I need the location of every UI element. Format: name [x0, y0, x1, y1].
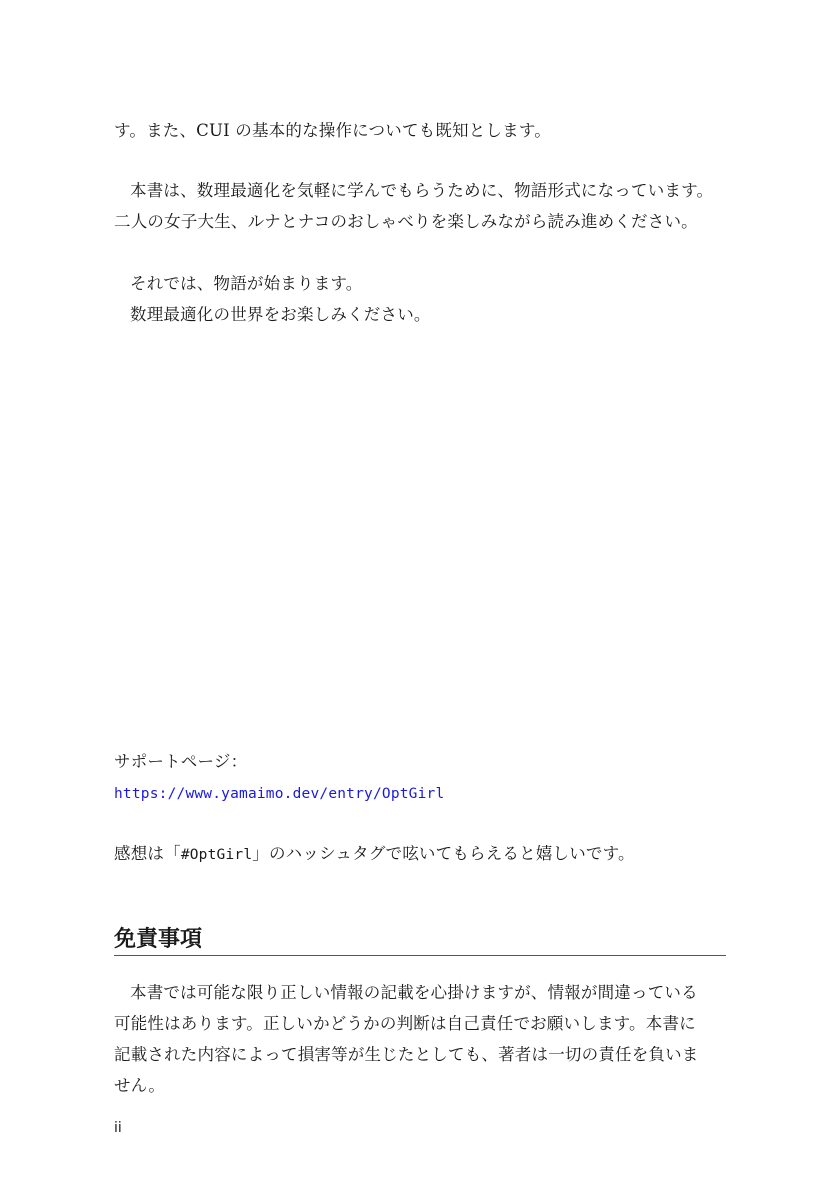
- page-number: ii: [114, 1120, 122, 1136]
- disclaimer-line-2: 可能性はあります。正しいかどうかの判断は自己責任でお願いします。本書に: [114, 1014, 696, 1033]
- intro-paragraph-3-line-2: 数理最適化の世界をお楽しみください。: [130, 305, 431, 324]
- intro-paragraph-3-line-1: それでは、物語が始まります。: [130, 274, 363, 293]
- intro-paragraph-2-line-1: 本書は、数理最適化を気軽に学んでもらうために、物語形式になっています。: [130, 181, 714, 200]
- feedback-line: [114, 843, 635, 866]
- disclaimer-line-1: 本書では可能な限り正しい情報の記載を心掛けますが、情報が間違っている: [130, 983, 698, 1002]
- support-page-label: サポートページ：: [114, 752, 248, 771]
- support-page-url-line: [114, 782, 444, 805]
- feedback-suffix: 」のハッシュタグで呟いてもらえると嬉しいです。: [252, 844, 635, 863]
- disclaimer-line-4: せん。: [114, 1076, 166, 1095]
- support-page-link[interactable]: https://www.yamaimo.dev/entry/OptGirl: [114, 786, 445, 802]
- intro-line-1: す。また、CUI の基本的な操作についても既知とします。: [114, 121, 551, 140]
- intro-paragraph-2-line-2: 二人の女子大生、ルナとナコのおしゃべりを楽しみながら読み進めください。: [114, 212, 698, 231]
- disclaimer-line-3: 記載された内容によって損害等が生じたとしても、著者は一切の責任を負いま: [114, 1045, 699, 1064]
- disclaimer-heading: 免責事項: [114, 926, 726, 956]
- feedback-prefix: 感想は「: [114, 844, 181, 863]
- hashtag-text: #OptGirl: [180, 847, 253, 863]
